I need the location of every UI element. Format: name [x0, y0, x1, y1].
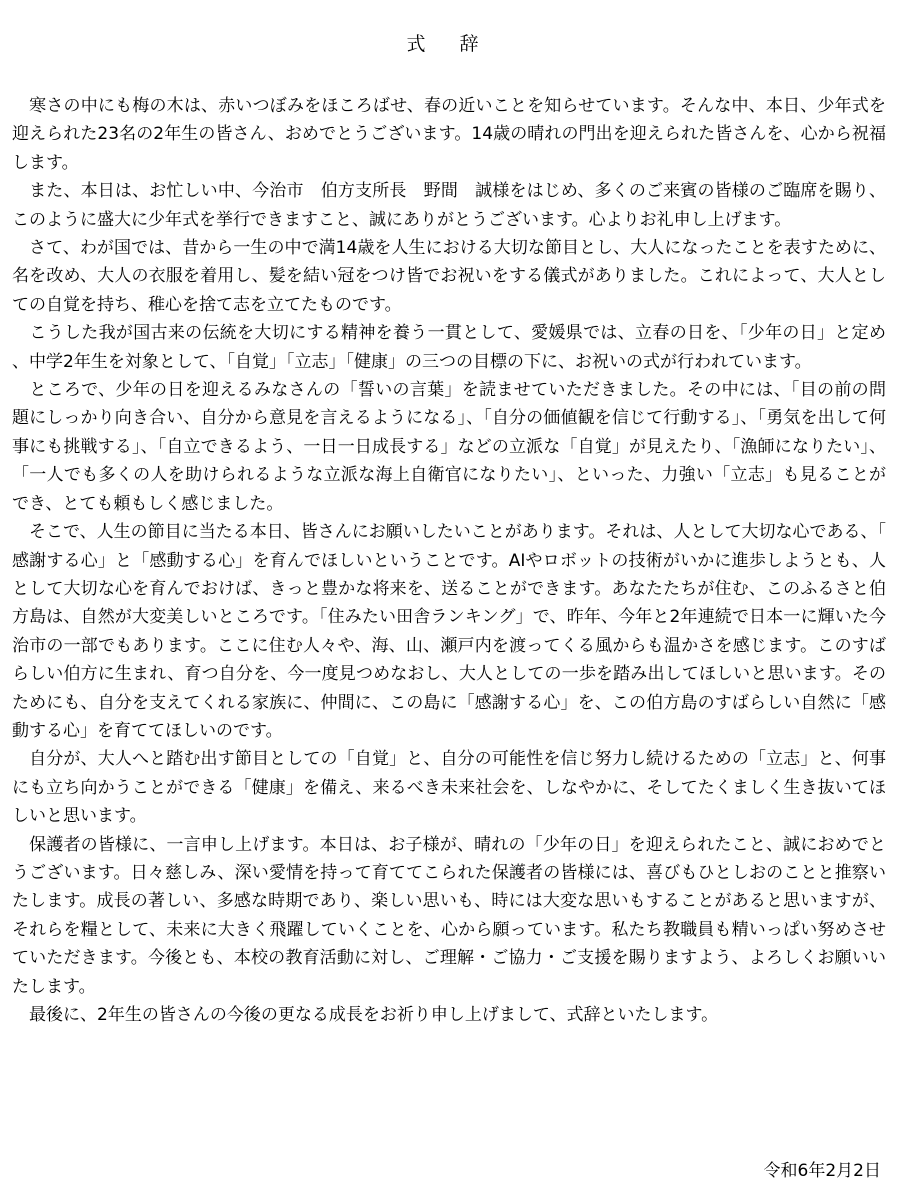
paragraph-guests: また、本日は、お忙しい中、今治市 伯方支所長 野間 誠様をはじめ、多くのご来賓の皆様のご臨席を賜り、このように盛大に少年式を挙行できますこと、誠にありがとうございます。心よりお礼申し上げます。: [12, 181, 886, 230]
paragraph-guardians: 保護者の皆様に、一言申し上げます。本日は、お子様が、晴れの「少年の日」を迎えられたこと、誠におめでとうございます。日々慈しみ、深い愛情を持って育ててこられた保護者の皆様には、喜びもひとしおのことと推察いたします。成長の著しい、多感な時期であり、楽しい思いも、時には大変な思いもすることがあると思いますが、それらを糧として、未来に大きく飛躍していくことを、心から願っています。私たち教職員も精いっぱい努めさせていただきます。今後とも、本校の教育活動に対し、ご理解・ご協力・ご支援を賜りますよう、よろしくお願いいたします。: [12, 834, 886, 997]
document-title: 式 辞: [406, 33, 493, 55]
document-body: [12, 92, 886, 1029]
paragraph-vows: ところで、少年の日を迎えるみなさんの「誓いの言葉」を読ませていただきました。その中には、「目の前の問題にしっかり向き合い、自分から意見を言えるようになる」、「自分の価値観を信じて行動する」、「勇気を出して何事にも挑戦する」、「自立できるよう、一日一日成長する」などの立派な「自覚」が見えたり、「漁師になりたい」、「一人でも多くの人を助けられるような立派な海上自衛官になりたい」、といった、力強い「立志」も見ることができ、とても頼もしく感じました。: [12, 380, 886, 514]
document-date: 令和6年2月2日: [763, 1161, 881, 1181]
paragraph-goals: 自分が、大人へと踏む出す節目としての「自覚」と、自分の可能性を信じ努力し続けるための「立志」と、何事にも立ち向かうことができる「健康」を備え、来るべき未来社会を、しなやかに、そしてたくましく生き抜いてほしいと思います。: [12, 749, 886, 827]
paragraph-tradition: さて、わが国では、昔から一生の中で満14歳を人生における大切な節目とし、大人になったことを表すために、名を改め、大人の衣服を着用し、髪を結い冠をつけ皆でお祝いをする儀式がありました。これによって、大人としての自覚を持ち、稚心を捨て志を立てたものです。: [12, 238, 886, 315]
paragraph-closing: 最後に、2年生の皆さんの今後の更なる成長をお祈り申し上げまして、式辞といたします。: [12, 1005, 719, 1025]
paragraph-ehime: こうした我が国古来の伝統を大切にする精神を養う一貫として、愛媛県では、立春の日を、「少年の日」と定め、中学2年生を対象として、「自覚」「立志」「健康」の三つの目標の下に、お祝いの式が行われています。: [12, 323, 886, 372]
paragraph-opening: 寒さの中にも梅の木は、赤いつぼみをほころばせ、春の近いことを知らせています。そんな中、本日、少年式を迎えられた23名の2年生の皆さん、おめでとうございます。14歳の晴れの門出を迎えられた皆さんを、心から祝福します。: [12, 96, 886, 173]
paragraph-request: そこで、人生の節目に当たる本日、皆さんにお願いしたいことがあります。それは、人として大切な心である、「感謝する心」と「感動する心」を育んでほしいということです。AIやロボットの技術がいかに進歩しようとも、人として大切な心を育んでおけば、きっと豊かな将来を、送ることができます。あなたたちが住む、このふるさと伯方島は、自然が大変美しいところです。「住みたい田舎ランキング」で、昨年、今年と2年連続で日本一に輝いた今治市の一部でもあります。ここに住む人々や、海、山、瀬戸内を渡ってくる風からも温かさを感じます。このすばらしい伯方に生まれ、育つ自分を、今一度見つめなおし、大人としての一歩を踏み出してほしいと思います。そのためにも、自分を支えてくれる家族に、仲間に、この島に「感謝する心」を、この伯方島のすばらしい自然に「感動する心」を育ててほしいのです。: [12, 522, 886, 741]
